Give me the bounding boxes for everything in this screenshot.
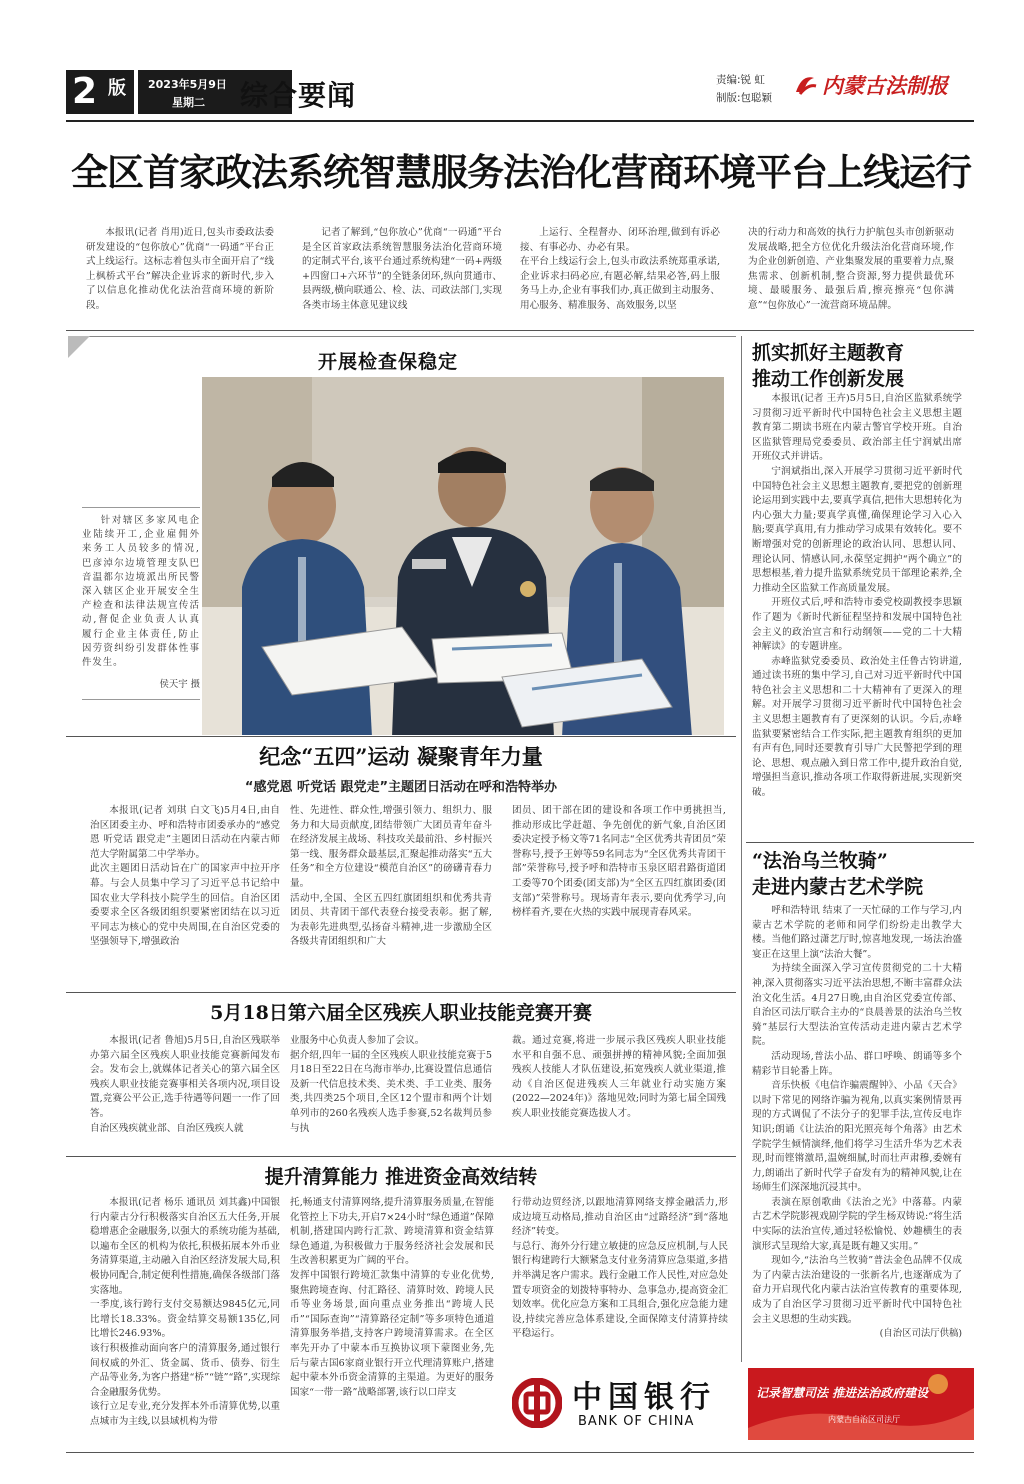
right-article1-para: 赤峰监狱党委委员、政治处主任鲁古钧讲道,通过读书班的集中学习,自己对习近平新时代中国特色社会主义思想和二十大精神有了更深入的理解。对开展学习贯彻习近平新时代中国特色社会主义思想主题教育有了更深刻的认识。今后,赤峰监狱要紧密结合工作实际,把主题教育组织的更加有声有色,同时还要教育引导广大民警把学到的理论、思想、观点融入到日常工作中,提升政治自觉,增强担当意识,推动各项工作取得新进展,实现新突破。 xyxy=(752,655,962,799)
right-column-divider xyxy=(741,336,742,1362)
bank-col-3: 行带动边贸经济,以跟地清算网络支撑金融活力,形成边境互动格局,推动自治区由“过路经济”到“落地经济”转变。 与总行、海外分行建立敏捷的应急反应机制,与人民银行构建跨行大额紧急支付业务清算应急渠道,多措并举满足客户需求。践行金融工作人民性,对应急处置专项资金的划拨特事特办、急事急办,提高资金汇划效率。优化应急方案和工具组合,强化应急能力建设,持续完善应急体系建设,全面保障支付清算持续平稳运行。 xyxy=(512,1197,728,1340)
right-article2-para: 为持续全面深入学习宣传贯彻党的二十大精神,深入贯彻落实习近平法治思想,不断丰富群众法治文化生活。4月27日晚,由自治区党委宣传部、自治区司法厅联合主办的“良晨善景的法治乌兰牧骑”基层行大型法治宣传活动走进内蒙古艺术学院。 xyxy=(752,963,962,1048)
issue-weekday: 星期二 xyxy=(172,96,205,109)
banner-decoration-icon xyxy=(748,1368,974,1440)
disabled-col-3: 裁。通过竞赛,将进一步展示我区残疾人职业技能水平和自强不息、顽强拼搏的精神风貌;全面加强残疾人技能人才队伍建设,拓宽残疾人就业渠道,推动《自治区促进残疾人三年就业行动实施方案(2022—2024年)》落地见效;同时为第七届全国残疾人职业技能竞赛选拔人才。 xyxy=(512,1035,726,1119)
layout-credit: 制版:包聪颖 xyxy=(716,92,773,104)
banner-ad xyxy=(748,1368,974,1440)
lead-divider xyxy=(66,330,974,331)
page-number: 2 xyxy=(72,71,98,112)
right-article2-title-line2: 走进内蒙古艺术学院 xyxy=(752,876,924,898)
right-article2-para: 表演在原创歌曲《法治之光》中落幕。内蒙古艺术学院影视戏剧学院的学生杨双铸说:“将生活中实际的法治宣传,通过轻松愉悦、妙趣横生的表演形式呈现给大家,真是既有趣又实用。” xyxy=(752,1196,962,1252)
lead-col-3: 上运行、全程督办、闭环治理,做到有诉必接、有事必办、办必有果。 在平台上线运行会上,包头市政法系统郑重承诺,企业诉求扫码必应,有题必解,结果必答,码上服务马上办,企业有事我们办,真正做到主动服务、用心服务、精准服务、高效服务,以坚 xyxy=(520,227,720,311)
news-photo xyxy=(202,377,724,735)
bank-headline: 提升清算能力 推进资金高效结转 xyxy=(264,1166,538,1188)
right-article2-para: 现如今,“法治乌兰牧骑”普法金色品牌不仅成为了内蒙古法治建设的一张新名片,也逐渐成为了奋力开启现代化内蒙古法治宣传教育的重要体现,成为了自治区学习贯彻习近平新时代中国特色社会主义思想的生动实践。 xyxy=(752,1255,962,1325)
issue-date: 2023年5月9日 xyxy=(148,78,227,91)
lead-col-2: 记者了解到,“包你放心”优商“一码通”平台是全区首家政法系统智慧服务法治化营商环境的定制式平台,该平台通过系统构建“一码+两级+四窗口+六环节”的全链条闭环,纵向贯通市、县两级,横向联通公、检、法、司政法部门,实现各类市场主体意见建议线 xyxy=(302,227,502,311)
bank-divider xyxy=(66,1156,736,1157)
right-divider xyxy=(746,842,974,843)
right-article2-para: 音乐快板《电信诈骗震醒钟》、小品《天合》以时下常见的网络诈骗为视角,以真实案例情景再现的方式调侃了不法分子的犯罪手法,宣传反电诈知识;朗诵《让法治的阳光照亮每个角落》由艺术学院学生倾情演绎,他们将学习生活升华为艺术表现,时而铿锵激昂,温婉细腻,时而壮声肃穆,委婉有力,朗诵出了新时代学子奋发有为的精神风貌,让在场师生们深深地沉浸其中。 xyxy=(752,1080,962,1194)
newspaper-name: 内蒙古法制报 xyxy=(822,73,948,98)
page-header xyxy=(66,64,974,120)
right-article2-body xyxy=(752,904,962,1364)
youth-headline: 纪念“五四”运动 凝聚青年力量 xyxy=(259,744,543,769)
disabled-col-2: 业服务中心负责人参加了会议。 据介绍,四年一届的全区残疾人职业技能竞赛于5月18日至22日在乌海市举办,比赛设置信息通信及新一代信息技术类、美术类、手工业类、服务类,共四类25个项目,全区12个盟市和两个计划单列市的260名残疾人选手参赛,52名裁判员参与执 xyxy=(290,1035,492,1134)
youth-col-3: 团员、团干部在团的建设和各项工作中勇挑担当,推动形成比学赶超、争先创优的新气象,自治区团委决定授予杨文等71名同志“全区优秀共青团员”荣誉称号,授予王婷等59名同志为“全区优秀共青团干部”荣誉称号,授予呼和浩特市玉泉区昭君路街道团工委等70个团委(团支部)为“全区五四红旗团委(团支部)”荣誉称号。现场青年表示,要向优秀学习,向榜样看齐,要在火热的实践中展现青春风采。 xyxy=(512,805,726,919)
right-article1-body xyxy=(752,392,962,801)
youth-divider xyxy=(66,736,736,737)
page-unit: 版 xyxy=(108,78,126,99)
disabled-headline: 5月18日第六届全区残疾人职业技能竞赛开赛 xyxy=(210,1002,592,1024)
photo-illustration xyxy=(202,377,724,735)
right-article1-para: 宁润斌指出,深入开展学习贯彻习近平新时代中国特色社会主义思想主题教育,要把党的创新理论运用到实践中去,要真学真信,把伟大思想转化为内心强大力量;要真学真懂,确保理论学习入心入脑;要真学真用,有力推动学习成果有效转化。要不断增强对党的创新理论的政治认同、思想认同、理论认同、情感认同,永葆坚定拥护“两个确立”的思想根基,着力提升监狱系统党员干部理论素养,全力推动全区监狱工作高质量发展。 xyxy=(752,465,962,594)
main-headline: 全区首家政法系统智慧服务法治化营商环境平台上线运行 xyxy=(71,150,971,194)
header-rule xyxy=(66,120,974,122)
page-number-box xyxy=(66,70,134,114)
right-article2-para: 活动现场,普法小品、群口呼唤、朗诵等多个精彩节目轮番上阵。 xyxy=(752,1050,962,1077)
right-article2-headline xyxy=(752,848,972,900)
youth-col-1: 本报讯(记者 刘琪 白文飞)5月4日,由自治区团委主办、呼和浩特市团委承办的“感党恩 听党话 跟党走”主题团日活动在内蒙古师范大学附属第二中学举办。 此次主题团日活动旨在广的国家声中拉开序幕。与会人员集中学习了习近平总书记给中国农业大学科技小院学生的回信。自治区团委要求全区各级团组织要紧密团结在以习近平同志为核心的党中央周围,在自治区党委的坚强领导下,增强政治 xyxy=(90,805,280,948)
photo-corner-mark xyxy=(68,336,90,358)
bank-col-2: 托,畅通支付清算网络,提升清算服务质量,在智能化管控上下功夫,开启7×24小时“绿色通道”保障机制,搭建国内跨行汇款、跨境清算和资金结算绿色通道,为积极做力于服务经济社会发展和民生改善积累更为广阔的平台。 发挥中国银行跨境汇款集中清算的专业化优势,聚焦跨境查询、付汇路径、清算时效、跨境人民币等业务场景,面向重点业务推出“跨境人民币”“国际查询”“清算路径定制”等多项特色通道清算服务举措,支持客户跨境清算需求。在全区率先开办了中蒙本币互换协议项下蒙图业务,先后与蒙古国6家商业银行开立代理清算账户,搭建起中蒙本外币资金清算的主渠道。为更好的服务国家“一带一路”战略部署,该行以口岸支 xyxy=(290,1197,494,1398)
photo-title: 开展检查保稳定 xyxy=(317,351,458,373)
right-article1-para: 开班仪式后,呼和浩特市委党校副教授李思颖作了题为《新时代新征程坚持和发展中国特色社会主义的政治宣言和行动纲领——党的二十大精神解读》的专题讲座。 xyxy=(752,597,962,653)
footer-rule xyxy=(66,1452,974,1453)
editor-credit: 责编:锐 虹 xyxy=(716,74,765,86)
bank-of-china-logo xyxy=(512,1370,732,1446)
youth-col-2: 性、先进性、群众性,增强引领力、组织力、服务力和大局贡献度,团结带领广大团员青年奋斗在经济发展主战场、科技攻关最前沿、乡村振兴第一线、服务群众最基层,汇聚起推动落实“五大任务”和全方位建设“模范自治区”的磅礴青春力量。 活动中,全国、全区五四红旗团组织和优秀共青团员、共青团干部代表登台接受表彰。据了解,为表彰先进典型,弘扬奋斗精神,进一步激励全区各级共青团组织和广大 xyxy=(290,805,492,948)
right-article1-title-line1: 抓实抓好主题教育 xyxy=(752,342,905,364)
photo-frame xyxy=(68,336,736,733)
banner-ad-text: 记录智慧司法 推进法治政府建设 xyxy=(756,1386,929,1400)
right-article1-para: 本报讯(记者 王卉)5月5日,自治区监狱系统学习贯彻习近平新时代中国特色社会主义思想主题教育第二期读书班在内蒙古警官学校开班。自治区监狱管理局党委委员、政治部主任宁润斌出席开班仪式并讲话。 xyxy=(752,393,962,463)
youth-subheadline: “感党恩 听党话 跟党走”主题团日活动在呼和浩特举办 xyxy=(244,780,558,795)
newspaper-logo xyxy=(792,70,972,100)
photo-credit: 侯天宇 摄 xyxy=(159,679,200,691)
lead-col-4: 决的行动力和高效的执行力护航包头市创新驱动发展战略,把全方位优化升级法治化营商环境,作为企业创新创造、产业集聚发展的重要着力点,聚焦需求、创新机制,整合资源,努力提供最优环境、最暖服务、最强后盾,擦亮擦亮“包你满意”“包你放心”一流营商环境品牌。 xyxy=(748,227,954,311)
disabled-col-1: 本报讯(记者 鲁旭)5月5日,自治区残联举办第六届全区残疾人职业技能竞赛新闻发布会。发布会上,就媒体记者关心的第六届全区残疾人职业技能竞赛事相关各项内况,项目设置,竞赛公平公正,选手待遇等问题一一作了回答。 自治区残疾就业部、自治区残疾人就 xyxy=(90,1035,280,1134)
right-article2-credit: (自治区司法厅供稿) xyxy=(879,1328,962,1340)
right-article1-title-line2: 推动工作创新发展 xyxy=(752,368,905,390)
right-article1-headline xyxy=(752,340,972,392)
bank-name-en: BANK OF CHINA xyxy=(578,1414,695,1429)
bank-of-china-emblem-icon xyxy=(512,1378,562,1428)
right-article2-title-line1: “法治乌兰牧骑” xyxy=(752,850,888,872)
photo-caption: 针对辖区多家风电企业陆续开工,企业雇佣外来务工人员较多的情况,巴彦淖尔边境管理支队巴音温都尔边境派出所民警深入辖区企业开展安全生产检查和法律法规宣传活动,督促企业负责人认真履行企业主体责任,防止因劳资纠纷引发群体性事件发生。 xyxy=(82,515,200,669)
bank-name-cn: 中国银行 xyxy=(572,1380,716,1415)
lead-col-1: 本报讯(记者 肖用)近日,包头市委政法委研发建设的“包你放心”优商“一码通”平台正式上线运行。这标志着包头市全面开启了“线上枫桥式平台”解决企业诉求的新时代,步入了以信息化推动优化法治营商环境的新阶段。 xyxy=(86,227,274,311)
photo-caption-box xyxy=(82,507,200,700)
disabled-divider xyxy=(66,992,736,993)
right-article2-para: 呼和浩特讯 结束了一天忙碌的工作与学习,内蒙古艺术学院的老师和同学们纷纷走出教学大楼。当他们路过潇艺厅时,惊喜地发现,一场法治盛宴正在这里上演“法治大餐”。 xyxy=(752,905,962,960)
newspaper-emblem-icon xyxy=(792,72,818,98)
section-name: 综合要闻 xyxy=(240,79,357,112)
banner-ad-sub: 内蒙古自治区司法厅 xyxy=(828,1415,900,1424)
bank-col-1: 本报讯(记者 杨乐 通讯员 刘其鑫)中国银行内蒙古分行积极落实自治区五大任务,开展稳增惠企金融服务,以强大的系统功能为基础,以遍布全区的机构为依托,积极拓展本外币业务清算渠道,主动融入自治区经济发展大局,积极协同配合,制定便利性措施,确保各级部门落实落地。 一季度,该行跨行支付交易额达9845亿元,同比增长18.33%。资金结算交易额135亿,同比增长246.93%。 该行积极推动面向客户的清算服务,通过银行间权威的外汇、货金属、货币、债券、衍生产品等业务,为客户搭建“桥”“链”“路”,实现综合金融服务优势。 该行立足专业,充分发挥本外币清算优势,以重点城市为主线,以县域机构为带 xyxy=(90,1197,280,1427)
